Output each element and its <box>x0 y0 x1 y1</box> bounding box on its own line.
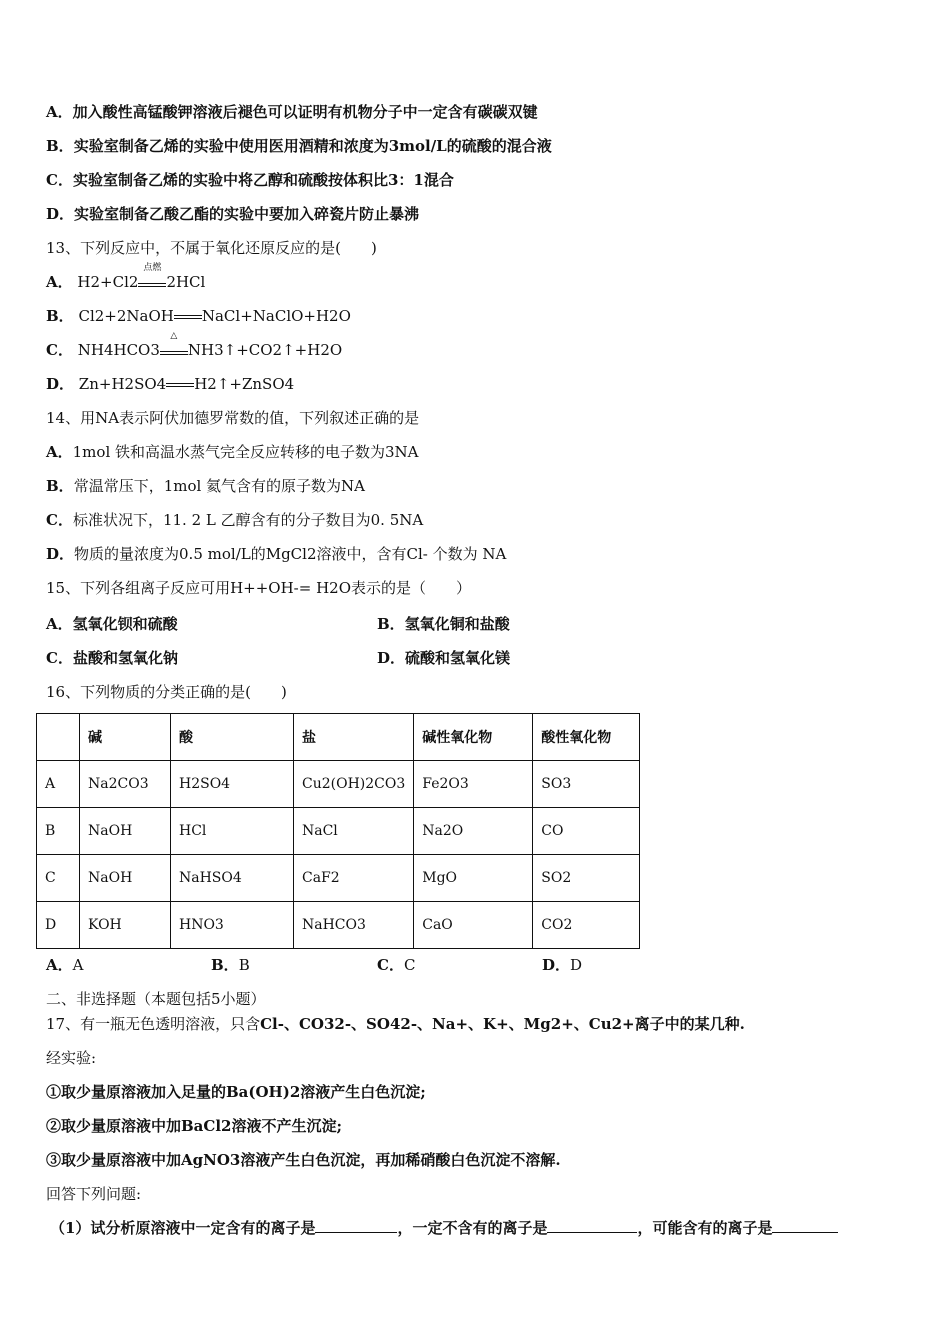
option-letter: A． <box>46 615 73 633</box>
option-letter: B． <box>46 307 74 325</box>
table-cell: SO2 <box>533 855 640 902</box>
option-letter: A． <box>46 103 73 121</box>
equation-lhs: NH4HCO3 <box>77 341 160 359</box>
table-cell: NaHSO4 <box>171 855 294 902</box>
option-text: 物质的量浓度为0.5 mol/L的MgCl2溶液中，含有Cl- 个数为 NA <box>74 545 507 563</box>
table-cell: Na2O <box>414 808 533 855</box>
table-cell: NaHCO3 <box>294 902 414 949</box>
option-letter: B． <box>377 615 405 633</box>
experiment-title: 经实验: <box>46 1049 97 1067</box>
equals-sign <box>138 283 166 287</box>
sub-question-part-c: ，可能含有的离子是 <box>637 1219 773 1237</box>
experiment-step-1: ①取少量原溶液加入足量的Ba(OH)2溶液产生白色沉淀; <box>46 1083 426 1101</box>
stem-post: 离子中的某几种. <box>634 1015 745 1033</box>
classification-table <box>36 713 640 949</box>
stem-pre: 17、有一瓶无色透明溶液，只含 <box>46 1015 261 1033</box>
condition-label: 点燃 <box>143 263 162 273</box>
q17-stem <box>46 1014 745 1034</box>
option-text: 常温常压下，1mol 氦气含有的原子数为NA <box>73 477 366 495</box>
sub-question-part-b: ，一定不含有的离子是 <box>397 1219 548 1237</box>
equation-rhs: 2HCl <box>166 273 206 291</box>
option-letter: D． <box>377 649 406 667</box>
section-title: 二、非选择题（本题包括5小题） <box>46 990 266 1008</box>
answer-blank[interactable] <box>772 1218 838 1233</box>
table-cell: CO <box>533 808 640 855</box>
table-cell: D <box>37 902 80 949</box>
table-cell: NaCl <box>294 808 414 855</box>
equation-rhs: H2↑+ZnSO4 <box>194 375 295 393</box>
q13-option-d <box>46 374 294 394</box>
table-cell: Fe2O3 <box>414 761 533 808</box>
answer-blank[interactable] <box>547 1218 637 1233</box>
table-cell: HCl <box>171 808 294 855</box>
equals-sign <box>166 383 194 387</box>
header-cell <box>37 714 80 761</box>
na-symbol: NA <box>95 409 120 427</box>
table-cell: A <box>37 761 80 808</box>
table-cell: H2SO4 <box>171 761 294 808</box>
table-cell: KOH <box>80 902 171 949</box>
q16-answer-b <box>211 955 250 975</box>
equation-lhs: Zn+H2SO4 <box>78 375 167 393</box>
option-letter: A． <box>46 443 73 461</box>
condition-label: △ <box>170 331 178 341</box>
table-cell: HNO3 <box>171 902 294 949</box>
q12-option-a <box>46 102 538 122</box>
option-letter: B． <box>46 477 74 495</box>
table-cell: B <box>37 808 80 855</box>
table-cell: CaF2 <box>294 855 414 902</box>
reaction-condition <box>138 263 166 287</box>
table-header-row <box>37 714 640 761</box>
option-letter: C． <box>46 341 73 359</box>
option-letter: A． <box>46 956 73 974</box>
header-cell: 酸性氧化物 <box>533 714 640 761</box>
option-text: 硫酸和氢氧化镁 <box>405 649 511 667</box>
q13-option-c <box>46 331 343 360</box>
option-text: B <box>238 956 250 974</box>
table-cell: CaO <box>414 902 533 949</box>
option-letter: A． <box>46 273 73 291</box>
stem-pre: 14、用 <box>46 409 96 427</box>
q15-option-b <box>377 614 510 634</box>
option-text: D <box>570 956 583 974</box>
answer-title: 回答下列问题: <box>46 1185 142 1203</box>
q15-option-a <box>46 614 178 634</box>
table-row <box>37 855 640 902</box>
q16-answer-c <box>377 955 415 975</box>
option-text: 实验室制备乙烯的实验中使用医用酒精和浓度为3mol/L的硫酸的混合液 <box>73 137 552 155</box>
q16-answer-a <box>46 955 83 975</box>
table-row <box>37 761 640 808</box>
option-letter: C． <box>46 511 73 529</box>
q13-option-a <box>46 263 206 292</box>
answer-blank[interactable] <box>315 1218 397 1233</box>
q14-option-d <box>46 544 506 564</box>
header-cell: 盐 <box>294 714 414 761</box>
q16-stem: 16、下列物质的分类正确的是( ) <box>46 683 287 701</box>
equation-lhs: H2+Cl2 <box>77 273 139 291</box>
q17-sub-question-1 <box>50 1218 838 1238</box>
q14-option-b <box>46 476 365 496</box>
q15-option-d <box>377 648 510 668</box>
table-cell: NaOH <box>80 808 171 855</box>
option-text: 盐酸和氢氧化钠 <box>72 649 178 667</box>
option-text: C <box>403 956 416 974</box>
option-letter: D． <box>542 956 571 974</box>
option-text: 加入酸性高锰酸钾溶液后褪色可以证明有机物分子中一定含有碳碳双键 <box>72 103 538 121</box>
q12-option-b <box>46 136 552 156</box>
option-letter: D． <box>46 545 75 563</box>
table-cell: Cu2(OH)2CO3 <box>294 761 414 808</box>
option-text: 氢氧化铜和盐酸 <box>404 615 510 633</box>
table-cell: CO2 <box>533 902 640 949</box>
ion-list: Cl-、CO32-、SO42-、Na+、K+、Mg2+、Cu2+ <box>260 1015 635 1033</box>
experiment-step-2: ②取少量原溶液中加BaCl2溶液不产生沉淀; <box>46 1117 343 1135</box>
option-letter: C． <box>46 171 73 189</box>
header-cell: 碱性氧化物 <box>414 714 533 761</box>
equals-sign <box>174 315 202 319</box>
q16-answer-d <box>542 955 582 975</box>
option-text: 实验室制备乙烯的实验中将乙醇和硫酸按体积比3：1混合 <box>72 171 454 189</box>
equals-sign <box>160 351 188 355</box>
equation-rhs: NH3↑+CO2↑+H2O <box>187 341 343 359</box>
option-letter: B． <box>46 137 74 155</box>
option-text: 1mol 铁和高温水蒸气完全反应转移的电子数为3NA <box>72 443 419 461</box>
option-text: 实验室制备乙酸乙酯的实验中要加入碎瓷片防止暴沸 <box>74 205 420 223</box>
equation-rhs: NaCl+NaClO+H2O <box>201 307 351 325</box>
q12-option-c <box>46 170 454 190</box>
table-cell: SO3 <box>533 761 640 808</box>
table-row <box>37 902 640 949</box>
sub-question-part-a: （1）试分析原溶液中一定含有的离子是 <box>50 1219 316 1237</box>
q12-option-d <box>46 204 419 224</box>
q14-option-a <box>46 442 419 462</box>
experiment-step-3: ③取少量原溶液中加AgNO3溶液产生白色沉淀，再加稀硝酸白色沉淀不溶解. <box>46 1151 561 1169</box>
q13-stem: 13、下列反应中，不属于氧化还原反应的是( ) <box>46 239 377 257</box>
option-text: 氢氧化钡和硫酸 <box>72 615 178 633</box>
option-text: 标准状况下，11. 2 L 乙醇含有的分子数目为0. 5NA <box>72 511 424 529</box>
reaction-condition <box>160 331 188 355</box>
q14-stem <box>46 408 419 428</box>
equation-lhs: Cl2+2NaOH <box>78 307 174 325</box>
stem-post: 表示阿伏加德罗常数的值，下列叙述正确的是 <box>119 409 420 427</box>
table-cell: Na2CO3 <box>80 761 171 808</box>
q13-option-b <box>46 306 351 326</box>
option-letter: C． <box>46 649 73 667</box>
q15-stem: 15、下列各组离子反应可用H++OH-= H2O表示的是（ ） <box>46 579 472 597</box>
q14-option-c <box>46 510 423 530</box>
header-cell: 酸 <box>171 714 294 761</box>
header-cell: 碱 <box>80 714 171 761</box>
option-letter: B． <box>211 956 239 974</box>
table-cell: NaOH <box>80 855 171 902</box>
table-cell: MgO <box>414 855 533 902</box>
table-cell: C <box>37 855 80 902</box>
option-letter: D． <box>46 375 75 393</box>
option-letter: D． <box>46 205 75 223</box>
option-text: A <box>72 956 84 974</box>
q15-option-c <box>46 648 178 668</box>
option-letter: C． <box>377 956 404 974</box>
table-row <box>37 808 640 855</box>
